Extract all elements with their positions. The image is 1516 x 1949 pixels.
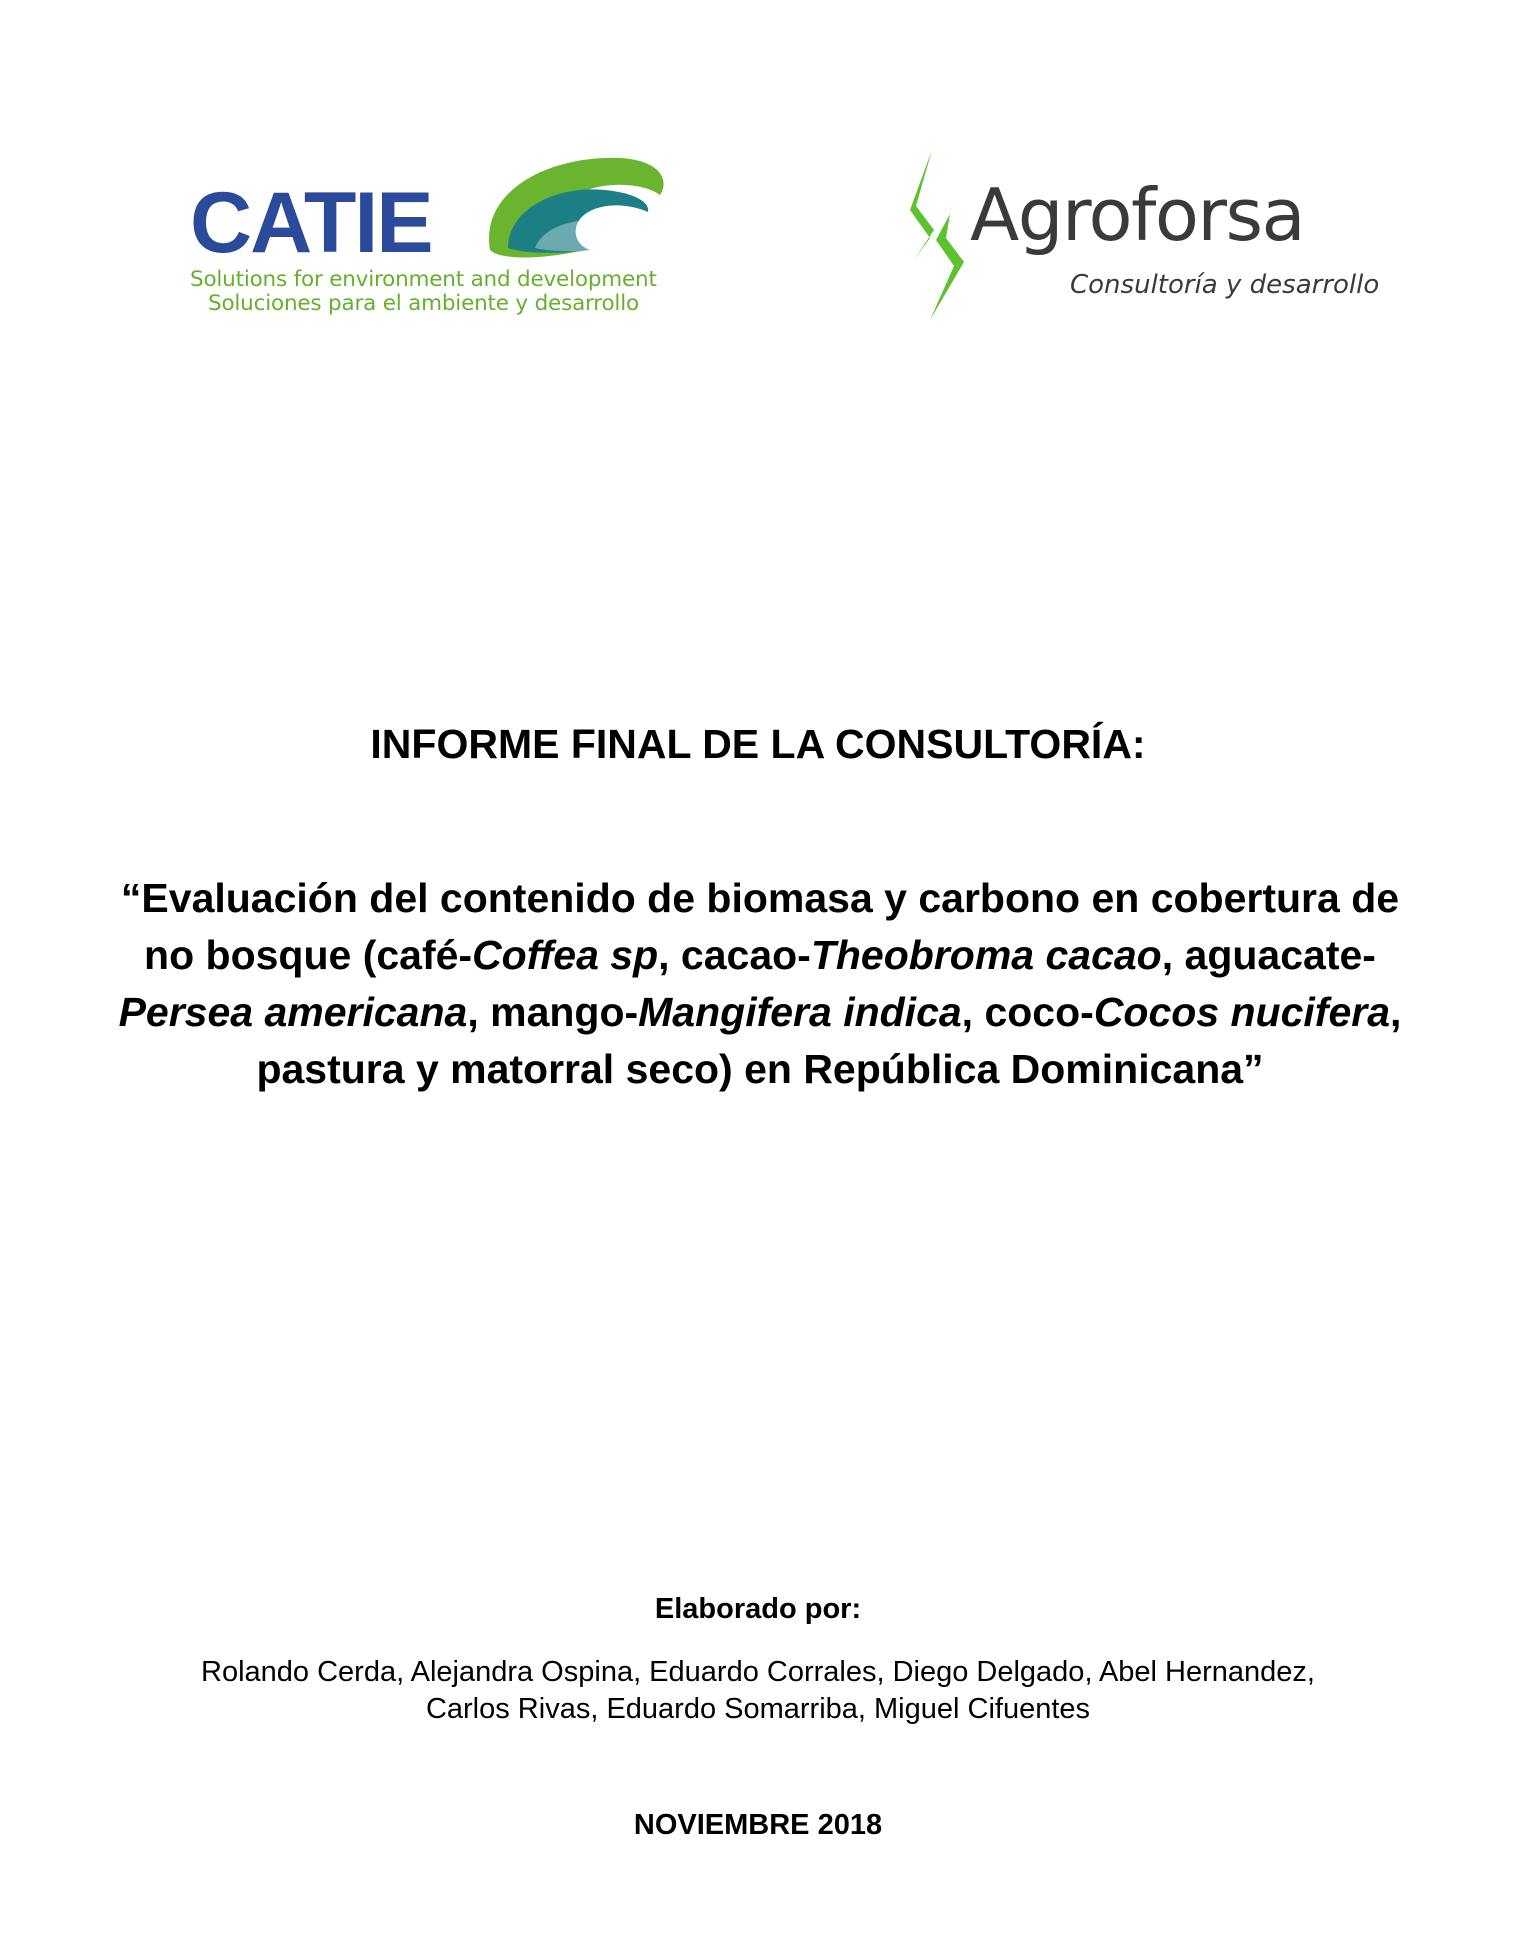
report-heading: INFORME FINAL DE LA CONSULTORÍA: <box>370 721 1146 767</box>
agroforsa-name: Agroforsa <box>970 173 1305 257</box>
catie-logo-mark <box>190 150 670 270</box>
title-text-1: “Evaluación del contenido de biomasa y carbono en cobertura de no bosque (café- <box>120 875 1400 978</box>
catie-logo <box>190 150 670 330</box>
agroforsa-subtitle: Consultoría y desarrollo <box>1070 270 1380 300</box>
title-text-7: , mango- <box>467 989 639 1035</box>
title-text-3: , cacao- <box>658 932 811 978</box>
catie-tagline-en: Solutions for environment and development <box>190 267 657 292</box>
catie-wordmark: CATIE <box>190 175 432 270</box>
report-title <box>110 870 1410 1098</box>
title-species-coffea: Coffea sp <box>472 932 659 978</box>
report-date: NOVIEMBRE 2018 <box>633 1809 883 1841</box>
title-text-9: , coco- <box>961 989 1094 1035</box>
agroforsa-bolt-icon <box>900 150 970 320</box>
authors-list <box>0 1654 1516 1728</box>
authors-line-1: Rolando Cerda, Alejandra Ospina, Eduardo Corrales, Diego Delgado, Abel Hernandez, <box>201 1656 1315 1688</box>
authors-line-2: Carlos Rivas, Eduardo Somarriba, Miguel Cifuentes <box>425 1693 1091 1725</box>
title-species-persea: Persea americana <box>118 989 468 1035</box>
title-species-cocos: Cocos nucifera <box>1093 989 1391 1035</box>
title-species-mangifera: Mangifera indica <box>638 989 962 1035</box>
title-text-5: , aguacate- <box>1161 932 1376 978</box>
catie-tagline-es: Soluciones para el ambiente y desarrollo <box>208 291 639 316</box>
prepared-by-label: Elaborado por: <box>654 1593 862 1625</box>
title-species-theobroma: Theobroma cacao <box>810 932 1162 978</box>
title-text-11: , pastura y matorral seco) en República Dominicana” <box>256 989 1402 1092</box>
agroforsa-logo <box>900 150 1380 320</box>
